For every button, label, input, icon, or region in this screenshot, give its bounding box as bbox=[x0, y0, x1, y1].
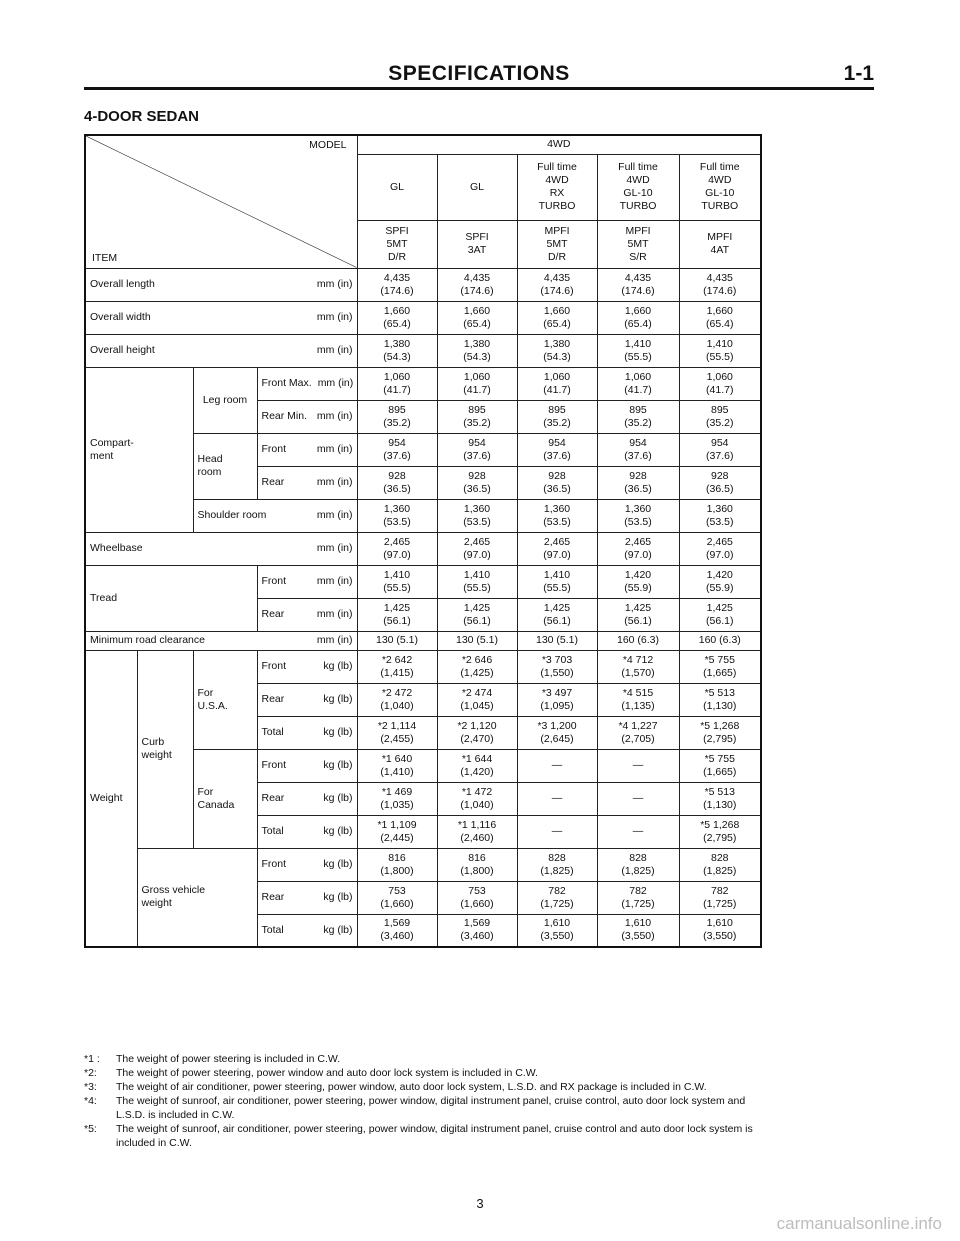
footnote-mark: *5: bbox=[84, 1123, 97, 1135]
value-cell: *1 644 (1,420) bbox=[437, 749, 517, 782]
value-cell: 1,410 (55.5) bbox=[357, 565, 437, 598]
value-cell: *5 513 (1,130) bbox=[679, 782, 761, 815]
item-name: Overall length bbox=[90, 278, 155, 290]
footnote-mark: *3: bbox=[84, 1081, 97, 1093]
table-row bbox=[85, 532, 761, 565]
value-cell: 782 (1,725) bbox=[679, 881, 761, 914]
value-cell: 782 (1,725) bbox=[517, 881, 597, 914]
value-cell: 928 (36.5) bbox=[679, 466, 761, 499]
row-label bbox=[257, 881, 357, 914]
row-label bbox=[257, 650, 357, 683]
value-cell: 1,410 (55.5) bbox=[437, 565, 517, 598]
value-cell: 1,660 (65.4) bbox=[437, 301, 517, 334]
value-cell: 4,435 (174.6) bbox=[597, 268, 679, 301]
engine-header-cell: MPFI 5MT S/R bbox=[597, 220, 679, 268]
item-name: Total bbox=[261, 923, 284, 936]
value-cell: *5 1,268 (2,795) bbox=[679, 716, 761, 749]
unit-label: mm (in) bbox=[316, 410, 353, 422]
value-cell: 1,360 (53.5) bbox=[517, 499, 597, 532]
row-label bbox=[257, 683, 357, 716]
footnote-text: The weight of air conditioner, power steering, power window, auto door lock system, L.S.D. and RX package is included in C.W. bbox=[116, 1081, 707, 1093]
unit-label: mm (in) bbox=[316, 608, 353, 620]
value-cell: 2,465 (97.0) bbox=[597, 532, 679, 565]
value-cell: 828 (1,825) bbox=[597, 848, 679, 881]
value-cell: *4 1,227 (2,705) bbox=[597, 716, 679, 749]
value-cell: 1,060 (41.7) bbox=[597, 367, 679, 400]
value-cell: 828 (1,825) bbox=[517, 848, 597, 881]
row-label bbox=[257, 716, 357, 749]
engine-header-cell: MPFI 4AT bbox=[679, 220, 761, 268]
row-label bbox=[257, 815, 357, 848]
footnote-mark: *4: bbox=[84, 1095, 97, 1107]
trim-header-cell: Full time 4WD GL-10 TURBO bbox=[679, 154, 761, 220]
value-cell: *5 755 (1,665) bbox=[679, 650, 761, 683]
row-label bbox=[85, 301, 357, 334]
value-cell: 1,420 (55.9) bbox=[597, 565, 679, 598]
specifications-table bbox=[84, 134, 762, 948]
table-row bbox=[85, 631, 761, 650]
document-title: 4-DOOR SEDAN bbox=[84, 108, 200, 125]
table-row bbox=[85, 367, 761, 400]
item-name: Front bbox=[261, 660, 287, 672]
value-cell: *1 640 (1,410) bbox=[357, 749, 437, 782]
value-cell: *3 703 (1,550) bbox=[517, 650, 597, 683]
item-name: Rear Min. bbox=[261, 410, 308, 422]
value-cell: 782 (1,725) bbox=[597, 881, 679, 914]
value-cell: 1,610 (3,550) bbox=[597, 914, 679, 947]
group-header: 4WD bbox=[357, 135, 761, 154]
footnote-mark: *1 : bbox=[84, 1053, 100, 1065]
value-cell: 2,465 (97.0) bbox=[357, 532, 437, 565]
value-cell: 1,420 (55.9) bbox=[679, 565, 761, 598]
unit-label: kg (lb) bbox=[323, 923, 353, 936]
table-row bbox=[85, 334, 761, 367]
engine-header-cell: SPFI 3AT bbox=[437, 220, 517, 268]
unit-label: kg (lb) bbox=[323, 792, 353, 804]
item-name: Total bbox=[261, 825, 284, 837]
value-cell: — bbox=[597, 782, 679, 815]
gross-vehicle-weight-label: Gross vehicle weight bbox=[137, 848, 257, 947]
value-cell: 1,610 (3,550) bbox=[517, 914, 597, 947]
row-label bbox=[193, 499, 357, 532]
value-cell: 1,060 (41.7) bbox=[517, 367, 597, 400]
value-cell: 895 (35.2) bbox=[357, 400, 437, 433]
value-cell: *5 513 (1,130) bbox=[679, 683, 761, 716]
value-cell: 1,425 (56.1) bbox=[437, 598, 517, 631]
row-label bbox=[85, 334, 357, 367]
footnote bbox=[84, 1052, 884, 1066]
item-name: Rear bbox=[261, 608, 285, 620]
value-cell: *3 497 (1,095) bbox=[517, 683, 597, 716]
for-canada-label: For Canada bbox=[193, 749, 257, 848]
footnote bbox=[84, 1122, 884, 1150]
unit-label: kg (lb) bbox=[323, 858, 353, 870]
value-cell: 1,610 (3,550) bbox=[679, 914, 761, 947]
value-cell: *3 1,200 (2,645) bbox=[517, 716, 597, 749]
value-cell: 4,435 (174.6) bbox=[437, 268, 517, 301]
value-cell: 1,425 (56.1) bbox=[679, 598, 761, 631]
unit-label: kg (lb) bbox=[323, 825, 353, 837]
value-cell: 954 (37.6) bbox=[679, 433, 761, 466]
row-label bbox=[257, 914, 357, 947]
watermark: carmanualsonline.info bbox=[776, 1214, 942, 1233]
value-cell: 1,060 (41.7) bbox=[679, 367, 761, 400]
value-cell: 928 (36.5) bbox=[357, 466, 437, 499]
value-cell: 895 (35.2) bbox=[437, 400, 517, 433]
value-cell: 1,360 (53.5) bbox=[437, 499, 517, 532]
value-cell: — bbox=[517, 815, 597, 848]
value-cell: 1,410 (55.5) bbox=[517, 565, 597, 598]
unit-label: mm (in) bbox=[317, 377, 354, 389]
corner-item-label: ITEM bbox=[92, 251, 118, 264]
value-cell: *5 1,268 (2,795) bbox=[679, 815, 761, 848]
value-cell: 1,360 (53.5) bbox=[357, 499, 437, 532]
value-cell: *5 755 (1,665) bbox=[679, 749, 761, 782]
value-cell: 928 (36.5) bbox=[517, 466, 597, 499]
value-cell: 954 (37.6) bbox=[517, 433, 597, 466]
item-name: Front bbox=[261, 858, 287, 870]
unit-label: mm (in) bbox=[316, 476, 353, 488]
value-cell: 160 (6.3) bbox=[597, 631, 679, 650]
value-cell: *2 474 (1,045) bbox=[437, 683, 517, 716]
value-cell: 1,425 (56.1) bbox=[597, 598, 679, 631]
row-label bbox=[257, 749, 357, 782]
value-cell: — bbox=[597, 749, 679, 782]
value-cell: 2,465 (97.0) bbox=[517, 532, 597, 565]
value-cell: 753 (1,660) bbox=[437, 881, 517, 914]
weight-label: Weight bbox=[85, 650, 137, 947]
value-cell: 1,410 (55.5) bbox=[679, 334, 761, 367]
row-label bbox=[85, 268, 357, 301]
value-cell: 130 (5.1) bbox=[357, 631, 437, 650]
corner-diagonal bbox=[86, 136, 357, 268]
value-cell: 1,410 (55.5) bbox=[597, 334, 679, 367]
value-cell: 1,380 (54.3) bbox=[357, 334, 437, 367]
tread-label: Tread bbox=[85, 565, 257, 631]
value-cell: 895 (35.2) bbox=[597, 400, 679, 433]
value-cell: — bbox=[597, 815, 679, 848]
unit-label: mm (in) bbox=[316, 278, 353, 290]
value-cell: 895 (35.2) bbox=[517, 400, 597, 433]
table-row bbox=[85, 301, 761, 334]
unit-label: mm (in) bbox=[316, 542, 353, 554]
footnote-text: The weight of power steering is included in C.W. bbox=[116, 1053, 341, 1065]
value-cell: 1,360 (53.5) bbox=[597, 499, 679, 532]
value-cell: 1,380 (54.3) bbox=[437, 334, 517, 367]
footnote bbox=[84, 1080, 884, 1094]
item-name: Overall width bbox=[90, 311, 151, 323]
corner-model-label: MODEL bbox=[309, 139, 347, 151]
curb-weight-label: Curb weight bbox=[137, 650, 193, 848]
value-cell: 4,435 (174.6) bbox=[517, 268, 597, 301]
value-cell: *2 472 (1,040) bbox=[357, 683, 437, 716]
value-cell: — bbox=[517, 782, 597, 815]
unit-label: kg (lb) bbox=[323, 726, 353, 738]
page-number: 3 bbox=[476, 1196, 484, 1211]
trim-header-cell: GL bbox=[357, 154, 437, 220]
value-cell: 1,060 (41.7) bbox=[437, 367, 517, 400]
row-label bbox=[85, 532, 357, 565]
row-label bbox=[257, 466, 357, 499]
value-cell: 1,569 (3,460) bbox=[437, 914, 517, 947]
compartment-label: Compart- ment bbox=[85, 367, 193, 532]
footnote-text: The weight of sunroof, air conditioner, power steering, power window, digital instrument panel, cruise control and auto door lock system is included in C.W. bbox=[116, 1123, 753, 1149]
value-cell: *2 1,114 (2,455) bbox=[357, 716, 437, 749]
value-cell: 828 (1,825) bbox=[679, 848, 761, 881]
item-name: Rear bbox=[261, 476, 285, 488]
value-cell: 1,380 (54.3) bbox=[517, 334, 597, 367]
header-rule bbox=[84, 87, 874, 90]
value-cell: 2,465 (97.0) bbox=[679, 532, 761, 565]
value-cell: 928 (36.5) bbox=[437, 466, 517, 499]
value-cell: 130 (5.1) bbox=[437, 631, 517, 650]
value-cell: *1 469 (1,035) bbox=[357, 782, 437, 815]
item-name: Total bbox=[261, 726, 284, 738]
row-label bbox=[257, 598, 357, 631]
value-cell: *1 1,116 (2,460) bbox=[437, 815, 517, 848]
value-cell: 160 (6.3) bbox=[679, 631, 761, 650]
item-name: Rear bbox=[261, 693, 285, 705]
table-corner-cell bbox=[85, 135, 357, 268]
table-row bbox=[85, 268, 761, 301]
value-cell: *2 646 (1,425) bbox=[437, 650, 517, 683]
unit-label: mm (in) bbox=[316, 509, 353, 521]
value-cell: 954 (37.6) bbox=[597, 433, 679, 466]
footnote bbox=[84, 1094, 884, 1122]
value-cell: 816 (1,800) bbox=[357, 848, 437, 881]
value-cell: 1,660 (65.4) bbox=[679, 301, 761, 334]
footnotes bbox=[84, 1052, 884, 1150]
unit-label: mm (in) bbox=[316, 443, 353, 455]
engine-header-cell: MPFI 5MT D/R bbox=[517, 220, 597, 268]
value-cell: *4 712 (1,570) bbox=[597, 650, 679, 683]
row-label bbox=[257, 565, 357, 598]
item-name: Overall height bbox=[90, 344, 155, 356]
value-cell: *2 642 (1,415) bbox=[357, 650, 437, 683]
for-usa-label: For U.S.A. bbox=[193, 650, 257, 749]
value-cell: 895 (35.2) bbox=[679, 400, 761, 433]
page-title: SPECIFICATIONS bbox=[388, 62, 570, 85]
row-label bbox=[257, 433, 357, 466]
value-cell: 954 (37.6) bbox=[437, 433, 517, 466]
value-cell: 1,060 (41.7) bbox=[357, 367, 437, 400]
trim-header-cell: Full time 4WD GL-10 TURBO bbox=[597, 154, 679, 220]
unit-label: kg (lb) bbox=[323, 891, 353, 903]
value-cell: 1,660 (65.4) bbox=[597, 301, 679, 334]
unit-label: mm (in) bbox=[316, 575, 353, 587]
table-row bbox=[85, 650, 761, 683]
value-cell: 4,435 (174.6) bbox=[357, 268, 437, 301]
row-label bbox=[257, 400, 357, 433]
value-cell: *1 1,109 (2,445) bbox=[357, 815, 437, 848]
page-header bbox=[84, 60, 874, 90]
unit-label: kg (lb) bbox=[323, 759, 353, 771]
unit-label: kg (lb) bbox=[323, 693, 353, 705]
value-cell: 753 (1,660) bbox=[357, 881, 437, 914]
value-cell: — bbox=[517, 749, 597, 782]
item-name: Rear bbox=[261, 891, 285, 903]
table-row bbox=[85, 848, 761, 881]
footnote-text: The weight of power steering, power window and auto door lock system is included in C.W. bbox=[116, 1067, 538, 1079]
item-name: Front Max. bbox=[261, 377, 312, 389]
unit-label: mm (in) bbox=[316, 634, 353, 646]
trim-header-cell: Full time 4WD RX TURBO bbox=[517, 154, 597, 220]
engine-header-cell: SPFI 5MT D/R bbox=[357, 220, 437, 268]
value-cell: 2,465 (97.0) bbox=[437, 532, 517, 565]
leg-room-label: Leg room bbox=[193, 367, 257, 433]
value-cell: *1 472 (1,040) bbox=[437, 782, 517, 815]
row-label bbox=[257, 367, 357, 400]
section-number: 1-1 bbox=[843, 62, 874, 85]
row-label bbox=[257, 782, 357, 815]
value-cell: 1,425 (56.1) bbox=[517, 598, 597, 631]
item-name: Wheelbase bbox=[90, 542, 143, 554]
value-cell: 816 (1,800) bbox=[437, 848, 517, 881]
value-cell: 1,360 (53.5) bbox=[679, 499, 761, 532]
unit-label: mm (in) bbox=[316, 311, 353, 323]
row-label bbox=[85, 631, 357, 650]
unit-label: kg (lb) bbox=[323, 660, 353, 672]
item-name: Rear bbox=[261, 792, 285, 804]
row-label bbox=[257, 848, 357, 881]
value-cell: 4,435 (174.6) bbox=[679, 268, 761, 301]
value-cell: 954 (37.6) bbox=[357, 433, 437, 466]
table-row bbox=[85, 565, 761, 598]
value-cell: 130 (5.1) bbox=[517, 631, 597, 650]
value-cell: 1,425 (56.1) bbox=[357, 598, 437, 631]
item-name: Front bbox=[261, 759, 287, 771]
value-cell: 1,569 (3,460) bbox=[357, 914, 437, 947]
item-name: Shoulder room bbox=[197, 509, 267, 521]
head-room-label: Head room bbox=[193, 433, 257, 499]
item-name: Front bbox=[261, 575, 287, 587]
trim-header-cell: GL bbox=[437, 154, 517, 220]
value-cell: 928 (36.5) bbox=[597, 466, 679, 499]
item-name: Front bbox=[261, 443, 287, 455]
value-cell: *2 1,120 (2,470) bbox=[437, 716, 517, 749]
value-cell: *4 515 (1,135) bbox=[597, 683, 679, 716]
value-cell: 1,660 (65.4) bbox=[517, 301, 597, 334]
item-name: Minimum road clearance bbox=[90, 634, 205, 646]
footnote-mark: *2: bbox=[84, 1067, 97, 1079]
value-cell: 1,660 (65.4) bbox=[357, 301, 437, 334]
footnote-text: The weight of sunroof, air conditioner, power steering, power window, digital instrument panel, cruise control, auto door lock system and L.S.D. is included in C.W. bbox=[116, 1095, 746, 1121]
footnote bbox=[84, 1066, 884, 1080]
unit-label: mm (in) bbox=[316, 344, 353, 356]
